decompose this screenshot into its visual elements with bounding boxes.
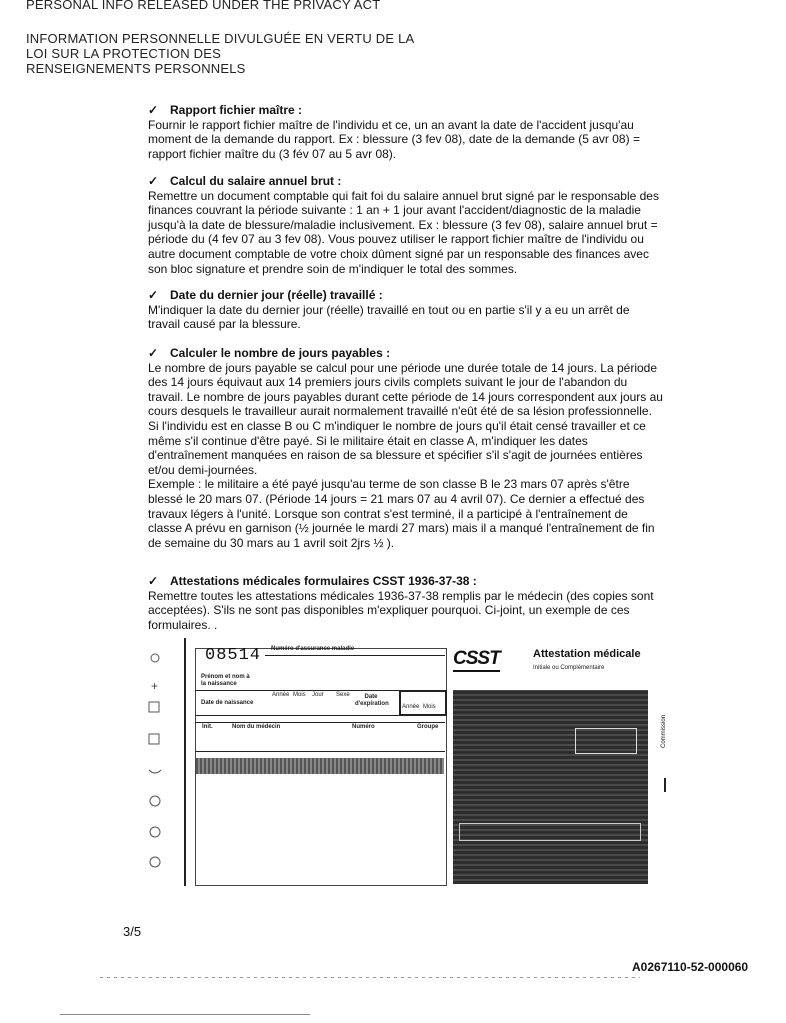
section-title: Calculer le nombre de jours payables : (170, 346, 391, 360)
section-dernier-jour (148, 288, 663, 332)
section-body: M'indiquer la date du dernier jour (réelle) travaillé en tout ou en partie s'il y a eu un arrêt de travail causé par la blessure. (148, 302, 630, 332)
section-body: Remettre toutes les attestations médicales 1936-37-38 remplis par le médecin (des copies sont acceptées). S'ils ne sont pas disponibles m'expliquer pourquoi. Ci-joint, un exemple de ces formulaires. . (148, 588, 654, 632)
check-icon: ✓ (148, 346, 159, 360)
form-side-label: Commission (661, 714, 667, 748)
section-example: Exemple : le militaire a été payé jusqu'au terme de son classe B le 23 mars 07 après s'être blessé le 20 mars 07. (Période 14 jours = 21 mars 07 au 4 avril 07). Ce dernier a effectué des travaux légers à l'unité. Lorsque son contrat s'est terminé, il a participé à l'entraînement de classe A prévu en garnison (½ journée le mardi 27 mars) mais il a manqué l'entraînement de fin de semaine du 30 mars au 1 avril soit 2jrs ½ ). (148, 477, 655, 550)
check-icon: ✓ (148, 103, 159, 117)
group-label: Groupe (417, 724, 439, 730)
section-title: Date du dernier jour (réelle) travaillé : (170, 288, 383, 302)
form-left-border (184, 638, 186, 886)
birth-label: Date de naissance (201, 700, 254, 706)
scan-artifact-line-bottom (60, 1014, 310, 1015)
form-dark-panel (453, 690, 648, 884)
csst-form-sample (151, 638, 680, 888)
insurance-label: Numéro d'assurance maladie (271, 646, 355, 652)
sex-label: Sexe (336, 692, 350, 698)
number-label: Numéro (352, 724, 375, 730)
expiry-box (399, 690, 447, 716)
section-body: Fournir le rapport fichier maître de l'individu et ce, un an avant la date de l'accident jusqu'au moment de la demande du rapport. Ex : blessure (3 fev 08), date de la demande (5 avr 08) = rapport fichier maître du (3 fév 07 au 5 avr 08). (148, 117, 640, 161)
init-label: Init. (202, 724, 213, 730)
form-subtitle: Initiale ou Complémentaire (533, 665, 605, 671)
form-title: Attestation médicale (533, 648, 641, 660)
privacy-header-fr-1: INFORMATION PERSONNELLE DIVULGUÉE EN VERTU DE LA (26, 31, 415, 46)
section-title: Rapport fichier maître : (170, 103, 303, 117)
privacy-header-fr-2: LOI SUR LA PROTECTION DES (26, 46, 221, 61)
form-number: 08514 (205, 646, 262, 665)
expiry-label: Date d'expiration (355, 694, 389, 707)
section-body: Remettre un document comptable qui fait foi du salaire annuel brut signé par le responsable des finances couvrant la période suivante : 1 an + 1 jour avant l'accident/diagnostic de la maladie jusqu'à la date de blessure/maladie inclusivement. Ex : blessure (3 fev 08), salaire annuel brut = période du (4 fev 07 au 3 fev 08). Vous pouvez utiliser le rapport fichier maître de l'individu ou autre document comptable de votre choix dûment signé par un responsable des finances avec son bloc signature et prendre soin de m'indiquer le total des sommes. (148, 188, 659, 276)
section-rapport-fichier (148, 103, 663, 161)
page-number: 3/5 (123, 924, 142, 939)
check-icon: ✓ (148, 174, 159, 188)
privacy-header-en: PERSONAL INFO RELEASED UNDER THE PRIVACY ACT (26, 0, 381, 12)
dark-panel-box-2 (459, 823, 641, 841)
section-attestations (148, 574, 663, 632)
month-label: Mois (293, 692, 306, 698)
section-body: Le nombre de jours payable se calcul pour une période une durée totale de 14 jours. La période des 14 jours équivaut aux 14 premiers jours civils complets suivant le jour de l'abandon du travail. Le nombre de jours payables durant cette période de 14 jours correspondent aux jours au cours desquels le travailleur aurait normalement travaillé n'eût été de sa lésion professionnelle. Si l'individu est en classe B ou C m'indiquer le nombre de jours qu'il était censé travailler et ce même s'il continue d'être payé. Si le militaire était en classe A, m'indiquer les dates d'entraînement manquées en raison de sa blessure et spécifier s'il s'agit de journées entières et/ou demi-journées. (148, 360, 663, 477)
dark-panel-box-1 (575, 728, 637, 754)
punch-holes (143, 646, 173, 886)
year2-label: Année (402, 704, 420, 710)
section-salaire-annuel (148, 174, 663, 276)
check-icon: ✓ (148, 574, 159, 588)
section-title: Calcul du salaire annuel brut : (170, 174, 342, 188)
day-label: Jour (312, 692, 324, 698)
privacy-header-fr-3: RENSEIGNEMENTS PERSONNELS (26, 61, 246, 76)
svg-text:+: + (151, 679, 159, 693)
csst-logo: CSST (453, 648, 500, 672)
check-icon: ✓ (148, 288, 159, 302)
section-jours-payables (148, 346, 663, 550)
section-title: Attestations médicales formulaires CSST 1936-37-38 : (170, 574, 477, 588)
form-right-mark (664, 778, 666, 792)
month2-label: Mois (423, 704, 436, 710)
doctor-label: Nom du médecin (232, 724, 281, 730)
year-label: Année (272, 692, 290, 698)
insurance-line (265, 655, 445, 656)
form-shaded-band (196, 758, 444, 774)
scan-artifact-line (100, 977, 640, 978)
name-label: Prénom et nom à la naissance (201, 674, 250, 687)
document-reference: A0267110-52-000060 (632, 960, 749, 974)
